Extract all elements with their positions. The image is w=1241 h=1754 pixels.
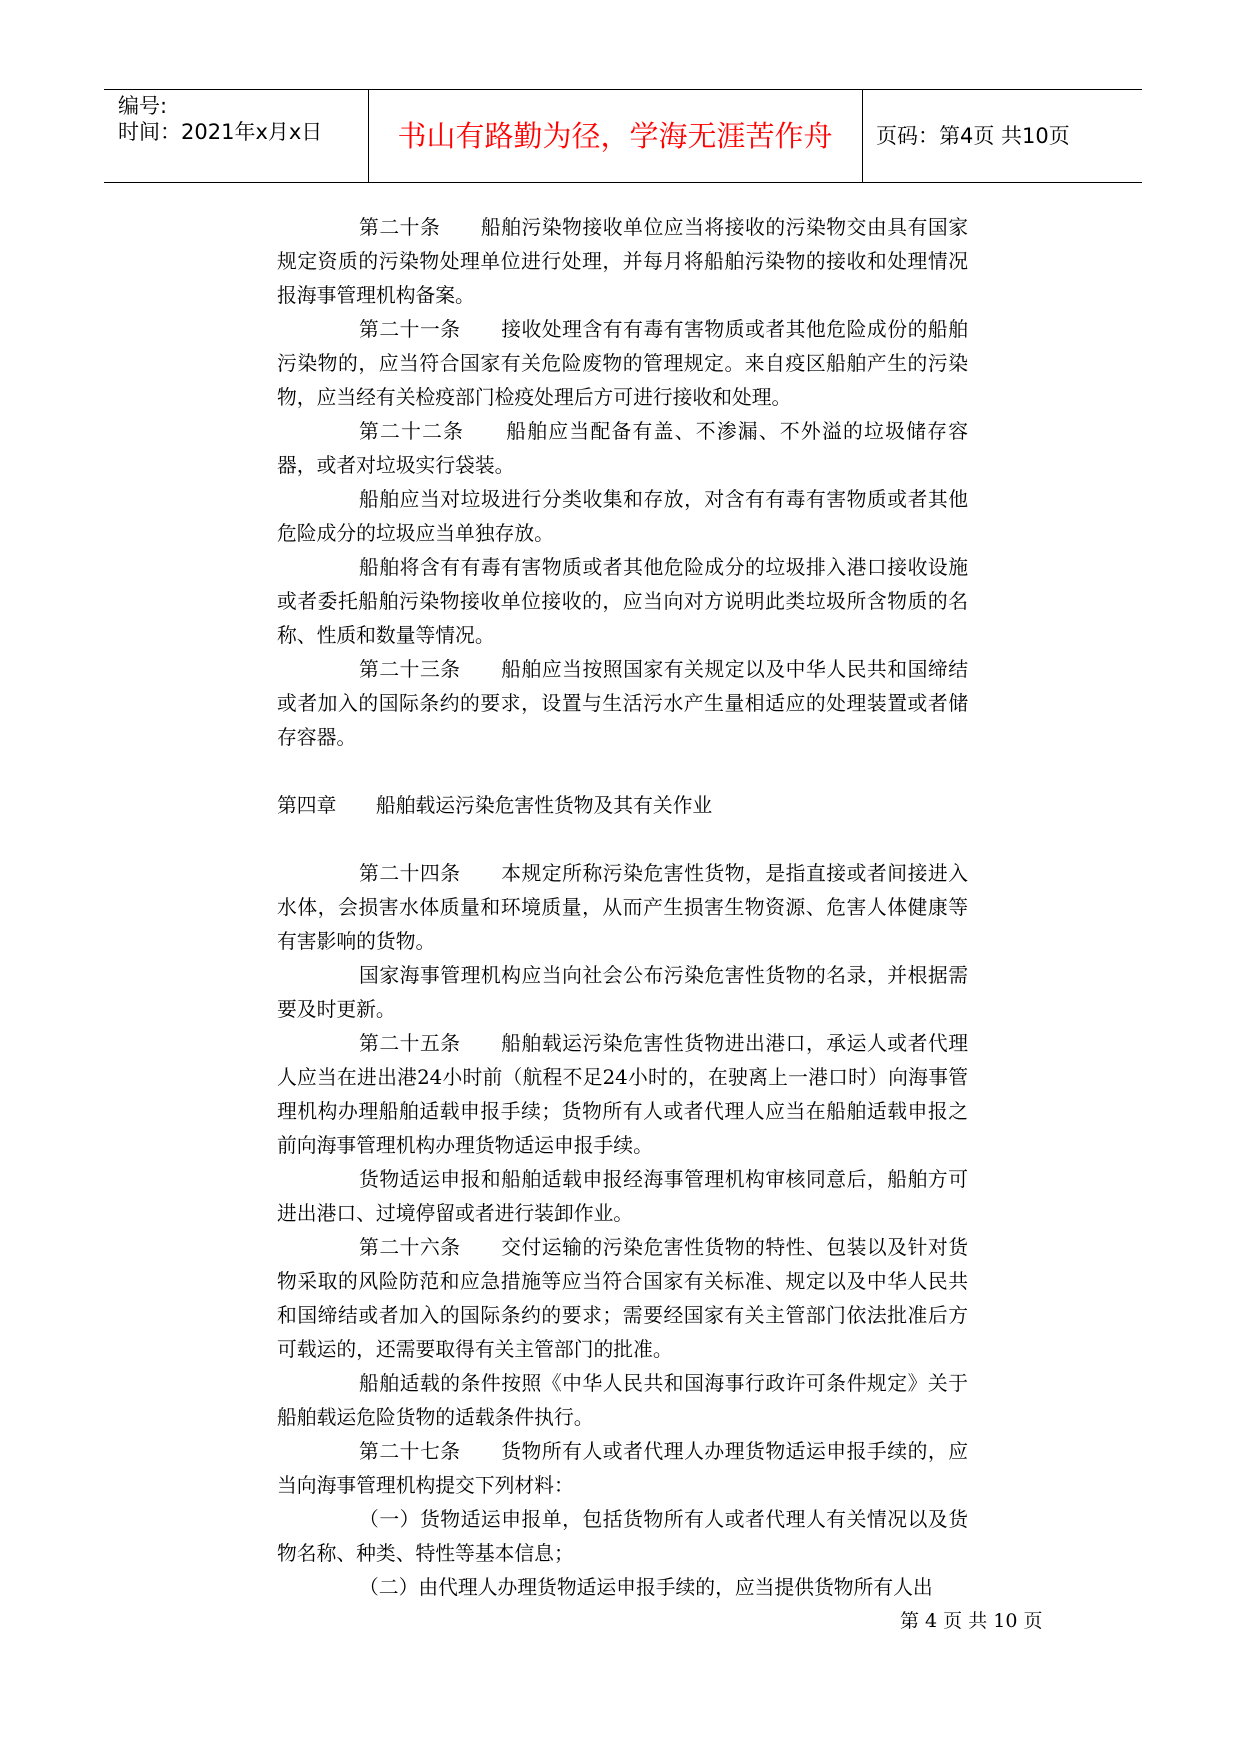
header-meta-cell (104, 90, 369, 182)
article-20: 第二十条 船舶污染物接收单位应当将接收的污染物交由具有国家规定资质的污染物处理单位进行处理，并每月将船舶污染物的接收和处理情况报海事管理机构备案。 (277, 216, 968, 307)
article-24: 第二十四条 本规定所称污染危害性货物，是指直接或者间接进入水体，会损害水体质量和环境质量，从而产生损害生物资源、危害人体健康等有害影响的货物。 (277, 862, 968, 953)
article-25: 第二十五条 船舶载运污染危害性货物进出港口，承运人或者代理人应当在进出港24小时前（航程不足24小时的，在驶离上一港口时）向海事管理机构办理船舶适载申报手续；货物所有人或者代理人应当在船舶适载申报之前向海事管理机构办理货物适运申报手续。 (277, 1032, 968, 1157)
header-motto-cell (368, 90, 863, 182)
chapter-4-heading: 第四章 船舶载运污染危害性货物及其有关作业 (277, 794, 713, 817)
serial-number-label: 编号: (118, 94, 168, 118)
article-21: 第二十一条 接收处理含有有毒有害物质或者其他危险成份的船舶污染物的，应当符合国家有关危险废物的管理规定。来自疫区船舶产生的污染物，应当经有关检疫部门检疫处理后方可进行接收和处理。 (277, 318, 968, 409)
header-motto: 书山有路勤为径，学海无涯苦作舟 (397, 119, 833, 153)
article-23: 第二十三条 船舶应当按照国家有关规定以及中华人民共和国缔结或者加入的国际条约的要求，设置与生活污水产生量相适应的处理装置或者储存容器。 (277, 658, 968, 749)
article-27-item-2: （二）由代理人办理货物适运申报手续的，应当提供货物所有人出 (359, 1576, 933, 1599)
header-page-number: 页码：第4页 共10页 (876, 124, 1070, 148)
article-27-item-1: （一）货物适运申报单，包括货物所有人或者代理人有关情况以及货物名称、种类、特性等基本信息； (277, 1508, 968, 1565)
article-27: 第二十七条 货物所有人或者代理人办理货物适运申报手续的，应当向海事管理机构提交下列材料： (277, 1440, 968, 1497)
article-24-para-2: 国家海事管理机构应当向社会公布污染危害性货物的名录，并根据需要及时更新。 (277, 964, 968, 1021)
page-footer: 第 4 页 共 10 页 (900, 1610, 1043, 1632)
page-header (104, 89, 1142, 183)
article-26-para-2: 船舶适载的条件按照《中华人民共和国海事行政许可条件规定》关于船舶载运危险货物的适载条件执行。 (277, 1372, 968, 1429)
article-26: 第二十六条 交付运输的污染危害性货物的特性、包装以及针对货物采取的风险防范和应急措施等应当符合国家有关标准、规定以及中华人民共和国缔结或者加入的国际条约的要求；需要经国家有关主管部门依法批准后方可载运的，还需要取得有关主管部门的批准。 (277, 1236, 968, 1361)
document-body (277, 211, 968, 1605)
article-25-para-2: 货物适运申报和船舶适载申报经海事管理机构审核同意后，船舶方可进出港口、过境停留或者进行装卸作业。 (277, 1168, 968, 1225)
header-page-cell (864, 90, 1142, 182)
article-22-para-2: 船舶应当对垃圾进行分类收集和存放，对含有有毒有害物质或者其他危险成分的垃圾应当单独存放。 (277, 488, 968, 545)
article-22-para-3: 船舶将含有有毒有害物质或者其他危险成分的垃圾排入港口接收设施或者委托船舶污染物接收单位接收的，应当向对方说明此类垃圾所含物质的名称、性质和数量等情况。 (277, 556, 968, 647)
article-22: 第二十二条 船舶应当配备有盖、不渗漏、不外溢的垃圾储存容器，或者对垃圾实行袋装。 (277, 420, 968, 477)
date-label: 时间：2021年x月x日 (118, 120, 323, 144)
